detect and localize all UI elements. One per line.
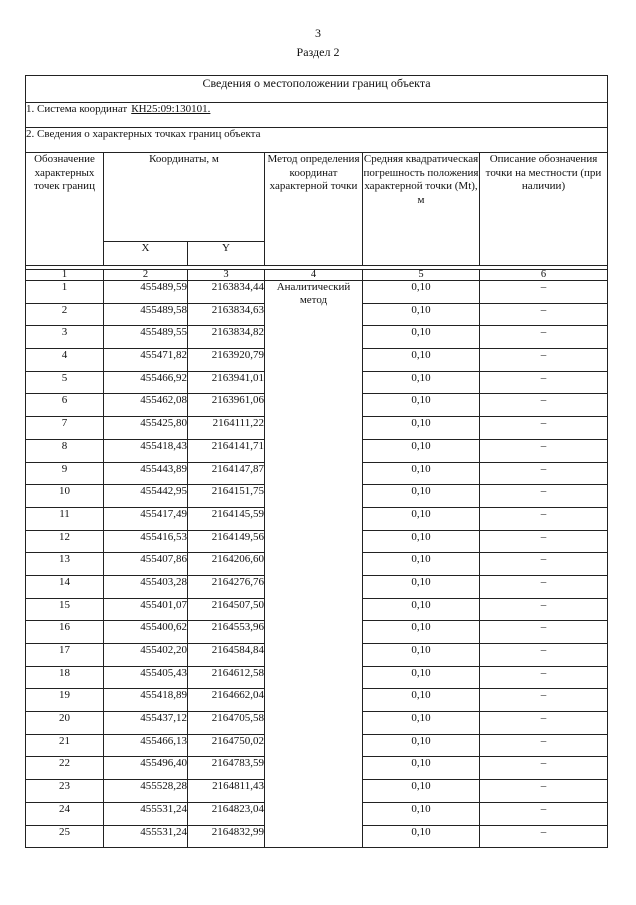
description-cell: – [480, 553, 608, 576]
description-cell: – [480, 598, 608, 621]
point-number-cell: 15 [26, 598, 104, 621]
x-coordinate-cell: 455489,55 [104, 326, 188, 349]
x-coordinate-cell: 455418,89 [104, 689, 188, 712]
description-cell: – [480, 462, 608, 485]
point-number-cell: 2 [26, 303, 104, 326]
x-coordinate-cell: 455405,43 [104, 666, 188, 689]
point-number-cell: 10 [26, 485, 104, 508]
x-coordinate-cell: 455417,49 [104, 507, 188, 530]
accuracy-cell: 0,10 [363, 757, 480, 780]
y-coordinate-cell: 2164662,04 [188, 689, 265, 712]
point-number-cell: 5 [26, 371, 104, 394]
header-row [26, 153, 608, 242]
description-cell: – [480, 326, 608, 349]
description-cell: – [480, 485, 608, 508]
y-coordinate-cell: 2164584,84 [188, 644, 265, 667]
x-coordinate-cell: 455443,89 [104, 462, 188, 485]
x-coordinate-cell: 455466,13 [104, 734, 188, 757]
description-cell: – [480, 712, 608, 735]
accuracy-cell: 0,10 [363, 825, 480, 848]
points-caption: 2. Сведения о характерных точках границ объекта [26, 128, 608, 153]
header-point: Обозначение характерных точек границ [26, 153, 104, 266]
accuracy-cell: 0,10 [363, 394, 480, 417]
accuracy-cell: 0,10 [363, 712, 480, 735]
table-title-row [26, 76, 608, 103]
description-cell: – [480, 349, 608, 372]
column-number: 3 [188, 270, 265, 281]
y-coordinate-cell: 2164147,87 [188, 462, 265, 485]
y-coordinate-cell: 2163834,63 [188, 303, 265, 326]
description-cell: – [480, 644, 608, 667]
x-coordinate-cell: 455425,80 [104, 417, 188, 440]
accuracy-cell: 0,10 [363, 439, 480, 462]
column-number: 6 [480, 270, 608, 281]
column-number: 4 [265, 270, 363, 281]
y-coordinate-cell: 2164612,58 [188, 666, 265, 689]
y-coordinate-cell: 2164783,59 [188, 757, 265, 780]
point-number-cell: 25 [26, 825, 104, 848]
description-cell: – [480, 371, 608, 394]
y-coordinate-cell: 2164149,56 [188, 530, 265, 553]
header-x: X [104, 242, 188, 266]
header-y: Y [188, 242, 265, 266]
point-number-cell: 18 [26, 666, 104, 689]
accuracy-cell: 0,10 [363, 689, 480, 712]
y-coordinate-cell: 2163961,06 [188, 394, 265, 417]
x-coordinate-cell: 455489,59 [104, 281, 188, 304]
y-coordinate-cell: 2163834,82 [188, 326, 265, 349]
description-cell: – [480, 689, 608, 712]
accuracy-cell: 0,10 [363, 417, 480, 440]
description-cell: – [480, 825, 608, 848]
x-coordinate-cell: 455471,82 [104, 349, 188, 372]
page-number: 3 [315, 26, 321, 40]
description-cell: – [480, 780, 608, 803]
description-cell: – [480, 666, 608, 689]
x-coordinate-cell: 455402,20 [104, 644, 188, 667]
header-accuracy: Средняя квадратическая погрешность положения характерной точки (Mt), м [363, 153, 480, 266]
description-cell: – [480, 439, 608, 462]
accuracy-cell: 0,10 [363, 507, 480, 530]
point-number-cell: 4 [26, 349, 104, 372]
x-coordinate-cell: 455528,28 [104, 780, 188, 803]
table-title: Сведения о местоположении границ объекта [26, 76, 608, 103]
y-coordinate-cell: 2164141,71 [188, 439, 265, 462]
accuracy-cell: 0,10 [363, 462, 480, 485]
coord-system-row [26, 103, 608, 128]
y-coordinate-cell: 2164750,02 [188, 734, 265, 757]
description-cell: – [480, 734, 608, 757]
accuracy-cell: 0,10 [363, 734, 480, 757]
boundary-points-table [25, 75, 608, 848]
accuracy-cell: 0,10 [363, 281, 480, 304]
table-row [26, 281, 608, 304]
point-number-cell: 21 [26, 734, 104, 757]
accuracy-cell: 0,10 [363, 644, 480, 667]
point-number-cell: 20 [26, 712, 104, 735]
accuracy-cell: 0,10 [363, 802, 480, 825]
x-coordinate-cell: 455489,58 [104, 303, 188, 326]
method-cell: Аналитический метод [265, 281, 363, 848]
column-number: 1 [26, 270, 104, 281]
accuracy-cell: 0,10 [363, 303, 480, 326]
description-cell: – [480, 757, 608, 780]
description-cell: – [480, 530, 608, 553]
point-number-cell: 13 [26, 553, 104, 576]
point-number-cell: 8 [26, 439, 104, 462]
y-coordinate-cell: 2164553,96 [188, 621, 265, 644]
point-number-cell: 12 [26, 530, 104, 553]
y-coordinate-cell: 2164111,22 [188, 417, 265, 440]
point-number-cell: 7 [26, 417, 104, 440]
x-coordinate-cell: 455466,92 [104, 371, 188, 394]
point-number-cell: 14 [26, 575, 104, 598]
accuracy-cell: 0,10 [363, 598, 480, 621]
description-cell: – [480, 507, 608, 530]
coord-system-label: 1. Система координат [26, 103, 128, 115]
coord-system-cell [26, 103, 608, 128]
x-coordinate-cell: 455531,24 [104, 825, 188, 848]
description-cell: – [480, 303, 608, 326]
accuracy-cell: 0,10 [363, 326, 480, 349]
y-coordinate-cell: 2163834,44 [188, 281, 265, 304]
y-coordinate-cell: 2163920,79 [188, 349, 265, 372]
y-coordinate-cell: 2163941,01 [188, 371, 265, 394]
accuracy-cell: 0,10 [363, 530, 480, 553]
header-coords: Координаты, м [104, 153, 265, 242]
header-description: Описание обозначения точки на местности (при наличии) [480, 153, 608, 266]
x-coordinate-cell: 455496,40 [104, 757, 188, 780]
points-caption-row [26, 128, 608, 153]
description-cell: – [480, 575, 608, 598]
column-number: 5 [363, 270, 480, 281]
y-coordinate-cell: 2164832,99 [188, 825, 265, 848]
accuracy-cell: 0,10 [363, 485, 480, 508]
x-coordinate-cell: 455418,43 [104, 439, 188, 462]
point-number-cell: 1 [26, 281, 104, 304]
point-number-cell: 9 [26, 462, 104, 485]
accuracy-cell: 0,10 [363, 621, 480, 644]
y-coordinate-cell: 2164151,75 [188, 485, 265, 508]
x-coordinate-cell: 455400,62 [104, 621, 188, 644]
y-coordinate-cell: 2164276,76 [188, 575, 265, 598]
x-coordinate-cell: 455462,08 [104, 394, 188, 417]
point-number-cell: 16 [26, 621, 104, 644]
column-number: 2 [104, 270, 188, 281]
x-coordinate-cell: 455403,28 [104, 575, 188, 598]
point-number-cell: 6 [26, 394, 104, 417]
accuracy-cell: 0,10 [363, 575, 480, 598]
x-coordinate-cell: 455407,86 [104, 553, 188, 576]
column-number-row [26, 270, 608, 281]
x-coordinate-cell: 455401,07 [104, 598, 188, 621]
x-coordinate-cell: 455531,24 [104, 802, 188, 825]
description-cell: – [480, 417, 608, 440]
y-coordinate-cell: 2164823,04 [188, 802, 265, 825]
point-number-cell: 19 [26, 689, 104, 712]
point-number-cell: 23 [26, 780, 104, 803]
accuracy-cell: 0,10 [363, 780, 480, 803]
point-number-cell: 24 [26, 802, 104, 825]
accuracy-cell: 0,10 [363, 349, 480, 372]
x-coordinate-cell: 455416,53 [104, 530, 188, 553]
y-coordinate-cell: 2164206,60 [188, 553, 265, 576]
description-cell: – [480, 621, 608, 644]
y-coordinate-cell: 2164145,59 [188, 507, 265, 530]
point-number-cell: 22 [26, 757, 104, 780]
y-coordinate-cell: 2164705,58 [188, 712, 265, 735]
description-cell: – [480, 281, 608, 304]
section-title: Раздел 2 [296, 45, 340, 59]
description-cell: – [480, 802, 608, 825]
header-method: Метод определения координат характерной точки [265, 153, 363, 266]
accuracy-cell: 0,10 [363, 371, 480, 394]
x-coordinate-cell: 455442,95 [104, 485, 188, 508]
x-coordinate-cell: 455437,12 [104, 712, 188, 735]
table-body [26, 76, 608, 848]
point-number-cell: 3 [26, 326, 104, 349]
point-number-cell: 17 [26, 644, 104, 667]
accuracy-cell: 0,10 [363, 666, 480, 689]
accuracy-cell: 0,10 [363, 553, 480, 576]
point-number-cell: 11 [26, 507, 104, 530]
coord-system-value: КН25:09:130101. [131, 103, 211, 115]
description-cell: – [480, 394, 608, 417]
y-coordinate-cell: 2164811,43 [188, 780, 265, 803]
y-coordinate-cell: 2164507,50 [188, 598, 265, 621]
